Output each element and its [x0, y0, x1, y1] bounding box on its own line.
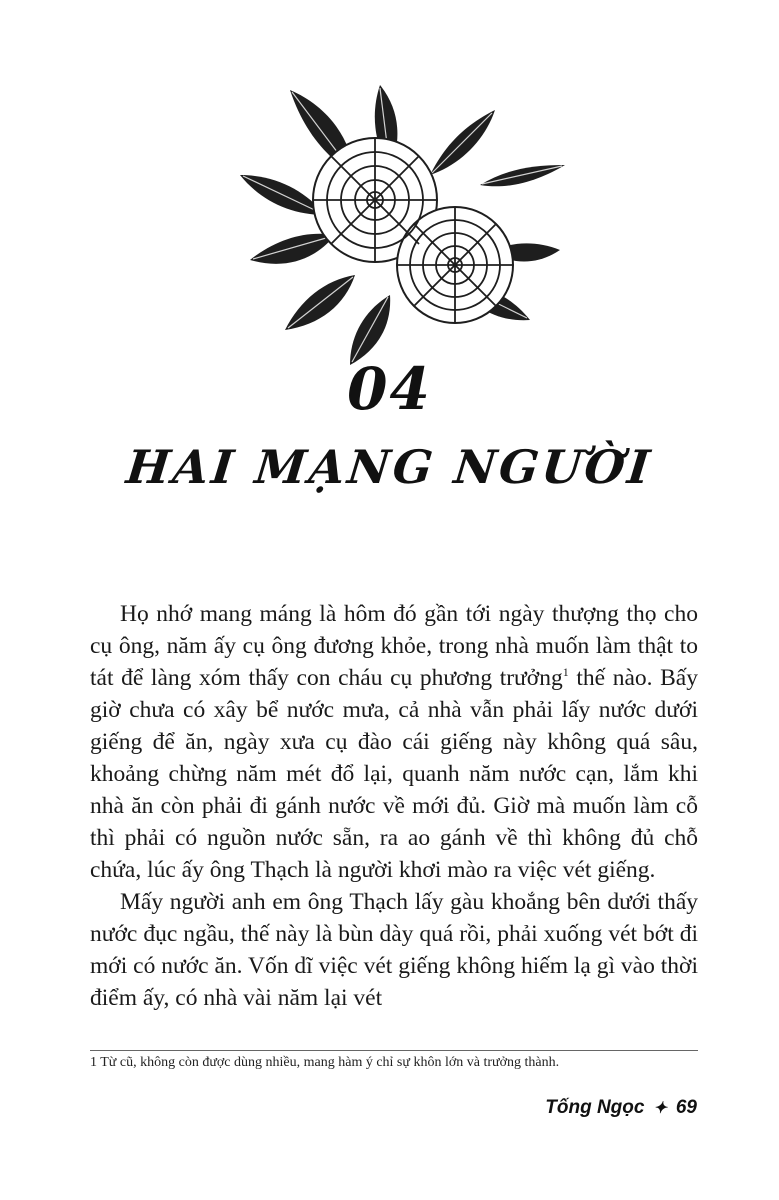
footnote: 1 Từ cũ, không còn được dùng nhiều, mang hàm ý chỉ sự khôn lớn và trưởng thành. — [90, 1055, 560, 1070]
chapter-title: HAI MẠNG NGƯỜI — [123, 440, 656, 494]
star-icon: ✦ — [653, 1100, 667, 1117]
footnote-marker: 1 — [562, 665, 569, 680]
footer-author: Tống Ngọc — [545, 1097, 645, 1118]
paragraph-2: Mấy người anh em ông Thạch lấy gàu khoắng bên dưới thấy nước đục ngầu, thế này là bùn dày quá rồi, phải xuống vét bớt đi mới có nước ăn. Vốn dĩ việc vét giếng không hiếm lạ gì vào thời điểm ấy, có nhà vài năm lại vét — [90, 889, 698, 1011]
paragraph-1 — [90, 598, 698, 886]
footnote-divider — [90, 1050, 698, 1051]
running-footer — [545, 1097, 697, 1119]
page-number: 69 — [675, 1097, 697, 1118]
paragraph-1-part-2: thế nào. Bấy giờ chưa có xây bể nước mưa, cả nhà vẫn phải lấy nước dưới giếng để ăn, ngày xưa cụ đào cái giếng này không quá sâu, khoảng chừng năm mét đổ lại, quanh năm nước cạn, lắm khi nhà ăn còn phải đi gánh nước về mới đủ. Giờ mà muốn làm cỗ thì phải có nguồn nước sẵn, ra ao gánh về thì không đủ chỗ chứa, lúc ấy ông Thạch là người khơi mào ra việc vét giếng. — [90, 665, 698, 883]
chrysanthemum-icon — [230, 80, 570, 370]
chapter-number: 04 — [347, 355, 432, 423]
paragraph-1-part-1: Họ nhớ mang máng là hôm đó gần tới ngày thượng thọ cho cụ ông, năm ấy cụ ông đương khỏe, trong nhà muốn làm thật to tát để làng xóm thấy con cháu cụ phương trưởng — [90, 601, 698, 691]
body-text — [90, 598, 698, 1014]
